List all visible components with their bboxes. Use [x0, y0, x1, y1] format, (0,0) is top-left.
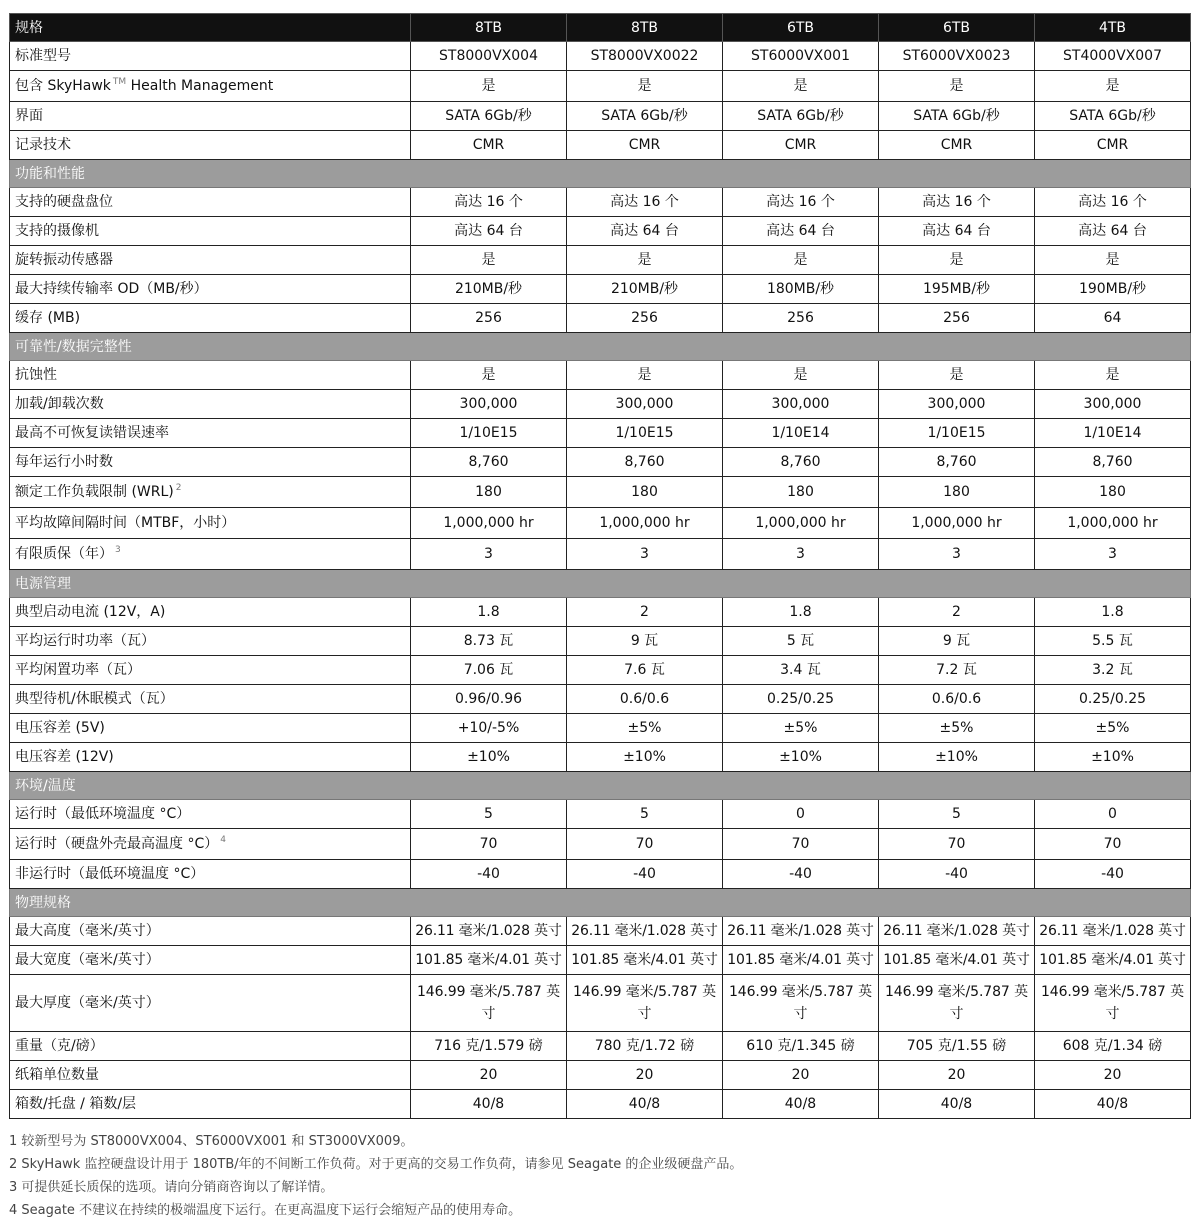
spec-value: 1.8 — [723, 598, 879, 627]
spec-value: 0.25/0.25 — [723, 685, 879, 714]
spec-value: 8,760 — [1035, 448, 1191, 477]
spec-value: 1.8 — [411, 598, 567, 627]
spec-value: 70 — [411, 829, 567, 860]
spec-row — [10, 390, 1191, 419]
spec-value: ±5% — [1035, 714, 1191, 743]
spec-sheet — [9, 13, 1190, 1119]
spec-value: SATA 6Gb/秒 — [723, 102, 879, 131]
spec-value: 高达 64 台 — [411, 217, 567, 246]
spec-value: 是 — [1035, 246, 1191, 275]
spec-value: ST6000VX0023 — [879, 42, 1035, 71]
spec-label — [10, 829, 411, 860]
spec-value: SATA 6Gb/秒 — [411, 102, 567, 131]
spec-value: 3 — [567, 539, 723, 570]
spec-row — [10, 917, 1191, 946]
spec-value: 1/10E15 — [411, 419, 567, 448]
spec-value: CMR — [723, 131, 879, 160]
spec-value: ±5% — [567, 714, 723, 743]
spec-label-text: 平均闲置功率（瓦） — [15, 662, 141, 678]
spec-value: 5 — [411, 800, 567, 829]
spec-value: 210MB/秒 — [411, 275, 567, 304]
spec-row — [10, 477, 1191, 508]
spec-row — [10, 714, 1191, 743]
spec-table — [9, 13, 1191, 1119]
footnote-marker: 2 — [175, 483, 182, 494]
spec-label — [10, 1032, 411, 1061]
spec-label-text: 旋转振动传感器 — [15, 252, 113, 268]
spec-value: 3.2 瓦 — [1035, 656, 1191, 685]
spec-row — [10, 42, 1191, 71]
spec-row — [10, 131, 1191, 160]
spec-label — [10, 860, 411, 889]
spec-value: +10/-5% — [411, 714, 567, 743]
spec-value: 146.99 毫米/5.787 英寸 — [411, 975, 567, 1032]
spec-label — [10, 656, 411, 685]
spec-value: 300,000 — [723, 390, 879, 419]
spec-row — [10, 102, 1191, 131]
spec-value: 2 — [879, 598, 1035, 627]
spec-value: ±10% — [1035, 743, 1191, 772]
spec-label-text: 包含 SkyHawk — [15, 78, 111, 94]
section-header-row — [10, 889, 1191, 917]
spec-value: 8.73 瓦 — [411, 627, 567, 656]
spec-value: -40 — [723, 860, 879, 889]
spec-row — [10, 217, 1191, 246]
spec-value: 26.11 毫米/1.028 英寸 — [879, 917, 1035, 946]
spec-value: 1,000,000 hr — [723, 508, 879, 539]
spec-value: 5 — [879, 800, 1035, 829]
spec-value: 1/10E15 — [879, 419, 1035, 448]
spec-value: 是 — [723, 361, 879, 390]
spec-value: 是 — [879, 246, 1035, 275]
footnote-marker: TM — [112, 77, 127, 88]
spec-label-text: 箱数/托盘 / 箱数/层 — [15, 1096, 137, 1112]
spec-value: 是 — [411, 246, 567, 275]
spec-label-text: 最大厚度（毫米/英寸） — [15, 995, 160, 1011]
section-title: 功能和性能 — [10, 160, 1191, 188]
spec-row — [10, 1090, 1191, 1119]
spec-value: 8,760 — [411, 448, 567, 477]
spec-row — [10, 1061, 1191, 1090]
spec-row — [10, 829, 1191, 860]
spec-table-body — [10, 14, 1191, 1119]
spec-value: 40/8 — [879, 1090, 1035, 1119]
spec-value: 高达 64 台 — [1035, 217, 1191, 246]
spec-label — [10, 714, 411, 743]
spec-value: 180 — [1035, 477, 1191, 508]
spec-value: 101.85 毫米/4.01 英寸 — [1035, 946, 1191, 975]
spec-row — [10, 188, 1191, 217]
spec-label — [10, 419, 411, 448]
spec-value: 1/10E15 — [567, 419, 723, 448]
spec-row — [10, 539, 1191, 570]
spec-value: 9 瓦 — [879, 627, 1035, 656]
spec-value: 146.99 毫米/5.787 英寸 — [1035, 975, 1191, 1032]
spec-value: 8,760 — [879, 448, 1035, 477]
spec-row — [10, 448, 1191, 477]
spec-value: 210MB/秒 — [567, 275, 723, 304]
header-capacity: 8TB — [411, 14, 567, 42]
spec-value: 101.85 毫米/4.01 英寸 — [879, 946, 1035, 975]
spec-label-text: 电压容差 (5V) — [15, 720, 105, 736]
spec-value: CMR — [567, 131, 723, 160]
spec-value: 608 克/1.34 磅 — [1035, 1032, 1191, 1061]
spec-value: 1,000,000 hr — [567, 508, 723, 539]
spec-label — [10, 508, 411, 539]
spec-label — [10, 917, 411, 946]
spec-label — [10, 42, 411, 71]
spec-value: 3 — [411, 539, 567, 570]
spec-row — [10, 304, 1191, 333]
spec-value: 64 — [1035, 304, 1191, 333]
spec-value: 0 — [723, 800, 879, 829]
spec-value: 300,000 — [567, 390, 723, 419]
spec-value: 26.11 毫米/1.028 英寸 — [1035, 917, 1191, 946]
section-title: 电源管理 — [10, 570, 1191, 598]
spec-value: -40 — [411, 860, 567, 889]
spec-value: 780 克/1.72 磅 — [567, 1032, 723, 1061]
spec-label — [10, 71, 411, 102]
spec-value: CMR — [879, 131, 1035, 160]
spec-value: 8,760 — [567, 448, 723, 477]
spec-value: 20 — [879, 1061, 1035, 1090]
spec-value: ±10% — [879, 743, 1035, 772]
spec-value: 20 — [411, 1061, 567, 1090]
spec-value: 256 — [723, 304, 879, 333]
spec-value: 190MB/秒 — [1035, 275, 1191, 304]
section-title: 可靠性/数据完整性 — [10, 333, 1191, 361]
spec-value: 70 — [567, 829, 723, 860]
spec-label — [10, 361, 411, 390]
section-header-row — [10, 333, 1191, 361]
spec-row — [10, 275, 1191, 304]
header-capacity: 6TB — [879, 14, 1035, 42]
spec-value: -40 — [879, 860, 1035, 889]
spec-row — [10, 627, 1191, 656]
spec-label-text: 最高不可恢复读错误速率 — [15, 425, 169, 441]
spec-label-text: 支持的摄像机 — [15, 223, 99, 239]
spec-value: 180 — [411, 477, 567, 508]
spec-label — [10, 598, 411, 627]
spec-label-text: 典型启动电流 (12V，A) — [15, 604, 166, 620]
spec-value: 是 — [879, 361, 1035, 390]
footnote: 1 较新型号为 ST8000VX004、ST6000VX001 和 ST3000VX009。 — [9, 1134, 414, 1149]
spec-row — [10, 71, 1191, 102]
spec-value: 3 — [1035, 539, 1191, 570]
spec-value: 1,000,000 hr — [1035, 508, 1191, 539]
spec-value: 180MB/秒 — [723, 275, 879, 304]
spec-label — [10, 800, 411, 829]
spec-row — [10, 743, 1191, 772]
spec-row — [10, 685, 1191, 714]
spec-value: 26.11 毫米/1.028 英寸 — [567, 917, 723, 946]
spec-row — [10, 800, 1191, 829]
spec-label-text: 标准型号 — [15, 48, 71, 64]
spec-value: 1/10E14 — [723, 419, 879, 448]
spec-value: 256 — [567, 304, 723, 333]
spec-label-text: 非运行时（最低环境温度 °C） — [15, 866, 205, 882]
spec-label-text: 缓存 (MB) — [15, 310, 81, 326]
spec-value: 高达 64 台 — [567, 217, 723, 246]
spec-value: 146.99 毫米/5.787 英寸 — [723, 975, 879, 1032]
spec-value: ±5% — [879, 714, 1035, 743]
spec-label-text: 界面 — [15, 108, 43, 124]
spec-value: 146.99 毫米/5.787 英寸 — [879, 975, 1035, 1032]
spec-value: 180 — [879, 477, 1035, 508]
spec-value: 26.11 毫米/1.028 英寸 — [411, 917, 567, 946]
spec-value: 101.85 毫米/4.01 英寸 — [411, 946, 567, 975]
spec-value: CMR — [411, 131, 567, 160]
spec-label-text: 平均故障间隔时间（MTBF，小时） — [15, 515, 236, 531]
spec-label-text: 有限质保（年） — [15, 546, 113, 562]
spec-value: ST8000VX004 — [411, 42, 567, 71]
spec-value: 256 — [411, 304, 567, 333]
spec-value: 1.8 — [1035, 598, 1191, 627]
spec-label-text: 平均运行时功率（瓦） — [15, 633, 155, 649]
spec-value: ±10% — [723, 743, 879, 772]
header-capacity: 6TB — [723, 14, 879, 42]
section-title: 物理规格 — [10, 889, 1191, 917]
spec-row — [10, 946, 1191, 975]
spec-value: 高达 16 个 — [1035, 188, 1191, 217]
spec-value: 20 — [1035, 1061, 1191, 1090]
spec-value: 26.11 毫米/1.028 英寸 — [723, 917, 879, 946]
header-capacity: 8TB — [567, 14, 723, 42]
spec-label — [10, 188, 411, 217]
spec-value: 300,000 — [879, 390, 1035, 419]
spec-value: 高达 16 个 — [411, 188, 567, 217]
spec-value: 3 — [879, 539, 1035, 570]
spec-label — [10, 390, 411, 419]
spec-label — [10, 1061, 411, 1090]
spec-label-text: 额定工作负载限制 (WRL) — [15, 484, 174, 500]
spec-row — [10, 975, 1191, 1032]
footnote: 4 Seagate 不建议在持续的极端温度下运行。在更高温度下运行会缩短产品的使用寿命。 — [9, 1203, 522, 1218]
spec-row — [10, 1032, 1191, 1061]
spec-label — [10, 275, 411, 304]
spec-value: 7.06 瓦 — [411, 656, 567, 685]
spec-value: SATA 6Gb/秒 — [879, 102, 1035, 131]
spec-value: 5 瓦 — [723, 627, 879, 656]
spec-label — [10, 627, 411, 656]
spec-value: 716 克/1.579 磅 — [411, 1032, 567, 1061]
spec-value: 40/8 — [723, 1090, 879, 1119]
spec-label — [10, 304, 411, 333]
spec-label-text: 运行时（最低环境温度 °C） — [15, 806, 191, 822]
spec-label-text: 电压容差 (12V) — [15, 749, 114, 765]
spec-label-text: 支持的硬盘盘位 — [15, 194, 113, 210]
footnote: 3 可提供延长质保的选项。请向分销商咨询以了解详情。 — [9, 1180, 334, 1195]
spec-label — [10, 539, 411, 570]
spec-value: 1,000,000 hr — [879, 508, 1035, 539]
spec-value: 610 克/1.345 磅 — [723, 1032, 879, 1061]
spec-value: 是 — [723, 71, 879, 102]
section-header-row — [10, 772, 1191, 800]
spec-value: 256 — [879, 304, 1035, 333]
spec-label — [10, 102, 411, 131]
spec-value: 高达 64 台 — [723, 217, 879, 246]
spec-value: SATA 6Gb/秒 — [1035, 102, 1191, 131]
section-header-row — [10, 570, 1191, 598]
spec-value: 是 — [879, 71, 1035, 102]
header-row — [10, 14, 1191, 42]
spec-label-text: 每年运行小时数 — [15, 454, 113, 470]
spec-label-text: 最大持续传输率 OD（MB/秒） — [15, 281, 208, 297]
spec-value: 40/8 — [411, 1090, 567, 1119]
spec-value: 是 — [1035, 361, 1191, 390]
section-title: 环境/温度 — [10, 772, 1191, 800]
spec-label-text: 典型待机/休眠模式（瓦） — [15, 691, 174, 707]
spec-value: 70 — [879, 829, 1035, 860]
spec-label-text: 抗蚀性 — [15, 367, 57, 383]
spec-value: 0.6/0.6 — [567, 685, 723, 714]
spec-label — [10, 448, 411, 477]
spec-value: 是 — [411, 71, 567, 102]
spec-row — [10, 419, 1191, 448]
spec-value: 70 — [1035, 829, 1191, 860]
spec-value: 8,760 — [723, 448, 879, 477]
footnotes — [9, 1130, 742, 1222]
spec-label — [10, 246, 411, 275]
spec-label-text: 重量（克/磅） — [15, 1038, 104, 1054]
spec-label — [10, 217, 411, 246]
spec-value: ST4000VX007 — [1035, 42, 1191, 71]
spec-row — [10, 598, 1191, 627]
spec-label-text: 最大高度（毫米/英寸） — [15, 923, 160, 939]
spec-value: 146.99 毫米/5.787 英寸 — [567, 975, 723, 1032]
spec-row — [10, 361, 1191, 390]
spec-label-text: 记录技术 — [15, 137, 71, 153]
spec-label — [10, 743, 411, 772]
spec-value: 1,000,000 hr — [411, 508, 567, 539]
spec-value: 70 — [723, 829, 879, 860]
spec-value: 705 克/1.55 磅 — [879, 1032, 1035, 1061]
spec-value: SATA 6Gb/秒 — [567, 102, 723, 131]
spec-label-text: Health Management — [126, 78, 274, 94]
spec-value: ±10% — [567, 743, 723, 772]
spec-row — [10, 860, 1191, 889]
spec-value: 0.25/0.25 — [1035, 685, 1191, 714]
spec-value: 40/8 — [567, 1090, 723, 1119]
spec-value: 2 — [567, 598, 723, 627]
spec-value: 3 — [723, 539, 879, 570]
spec-value: 是 — [567, 246, 723, 275]
spec-value: 101.85 毫米/4.01 英寸 — [567, 946, 723, 975]
spec-value: CMR — [1035, 131, 1191, 160]
spec-value: ST6000VX001 — [723, 42, 879, 71]
spec-label — [10, 131, 411, 160]
spec-value: ±10% — [411, 743, 567, 772]
spec-value: 101.85 毫米/4.01 英寸 — [723, 946, 879, 975]
spec-value: 195MB/秒 — [879, 275, 1035, 304]
spec-value: 0.6/0.6 — [879, 685, 1035, 714]
spec-value: ±5% — [723, 714, 879, 743]
footnote: 2 SkyHawk 监控硬盘设计用于 180TB/年的不间断工作负荷。对于更高的交易工作负荷，请参见 Seagate 的企业级硬盘产品。 — [9, 1157, 743, 1172]
spec-label-text: 运行时（硬盘外壳最高温度 °C） — [15, 836, 219, 852]
footnote-marker: 4 — [220, 835, 226, 846]
spec-value: 0.96/0.96 — [411, 685, 567, 714]
spec-value: 0 — [1035, 800, 1191, 829]
spec-row — [10, 246, 1191, 275]
spec-value: 9 瓦 — [567, 627, 723, 656]
spec-label — [10, 1090, 411, 1119]
spec-label-text: 纸箱单位数量 — [15, 1067, 99, 1083]
spec-value: -40 — [1035, 860, 1191, 889]
header-label: 规格 — [10, 14, 411, 42]
spec-label-text: 加载/卸载次数 — [15, 396, 104, 412]
spec-row — [10, 508, 1191, 539]
spec-value: 1/10E14 — [1035, 419, 1191, 448]
spec-value: 20 — [567, 1061, 723, 1090]
spec-label-text: 最大宽度（毫米/英寸） — [15, 952, 160, 968]
spec-value: 300,000 — [1035, 390, 1191, 419]
spec-value: 7.2 瓦 — [879, 656, 1035, 685]
spec-value: 5 — [567, 800, 723, 829]
spec-value: 20 — [723, 1061, 879, 1090]
spec-value: 40/8 — [1035, 1090, 1191, 1119]
spec-value: -40 — [567, 860, 723, 889]
spec-value: 是 — [567, 361, 723, 390]
header-capacity: 4TB — [1035, 14, 1191, 42]
spec-value: 高达 16 个 — [567, 188, 723, 217]
spec-label — [10, 946, 411, 975]
spec-value: 是 — [723, 246, 879, 275]
spec-value: 3.4 瓦 — [723, 656, 879, 685]
spec-label — [10, 685, 411, 714]
section-header-row — [10, 160, 1191, 188]
spec-label — [10, 975, 411, 1032]
spec-value: 5.5 瓦 — [1035, 627, 1191, 656]
spec-value: 180 — [567, 477, 723, 508]
spec-value: 是 — [411, 361, 567, 390]
spec-value: 7.6 瓦 — [567, 656, 723, 685]
spec-label — [10, 477, 411, 508]
spec-value: ST8000VX0022 — [567, 42, 723, 71]
spec-value: 是 — [1035, 71, 1191, 102]
spec-value: 高达 64 台 — [879, 217, 1035, 246]
footnote-marker: 3 — [115, 545, 121, 556]
spec-value: 180 — [723, 477, 879, 508]
spec-value: 高达 16 个 — [723, 188, 879, 217]
spec-value: 300,000 — [411, 390, 567, 419]
spec-row — [10, 656, 1191, 685]
spec-value: 是 — [567, 71, 723, 102]
spec-value: 高达 16 个 — [879, 188, 1035, 217]
